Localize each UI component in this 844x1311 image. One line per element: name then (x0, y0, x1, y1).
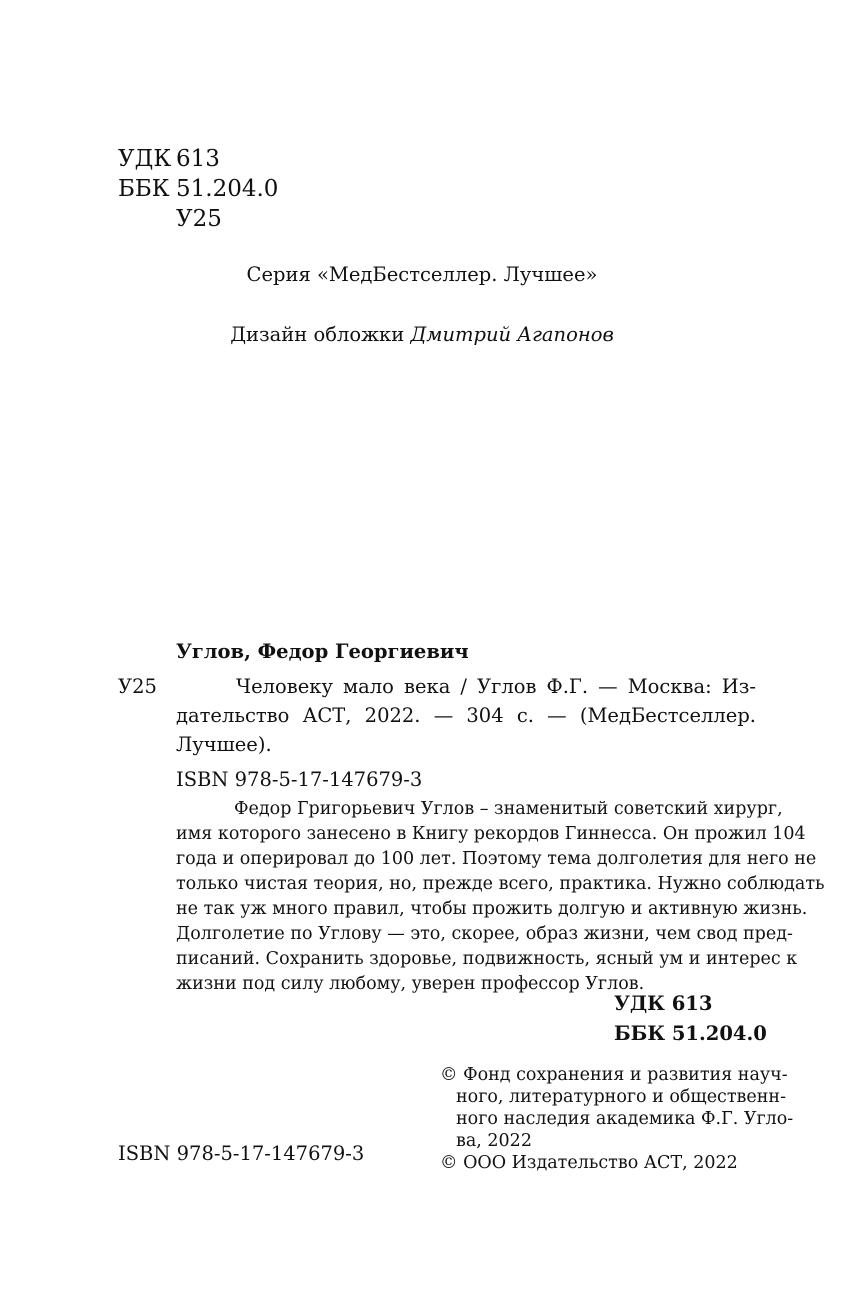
annotation-line: не так уж много правил, чтобы прожить долгую и активную жизнь. (176, 899, 808, 919)
bottom-isbn: ISBN 978-5-17-147679-3 (118, 1142, 365, 1165)
annotation-line: писаний. Сохранить здоровье, подвижность, ясный ум и интерес к (176, 949, 798, 969)
copyright-line: ного наследия академика Ф.Г. Угло- (456, 1109, 794, 1129)
annotation-line: жизни под силу любому, уверен профессор Углов. (176, 974, 645, 994)
cover-designer-name: Дмитрий Агапонов (410, 323, 614, 346)
author-code: У25 (176, 206, 222, 232)
catalog-code: У25 (118, 675, 157, 698)
bbk-label: ББК (118, 176, 170, 202)
udk-value: 613 (176, 146, 220, 172)
annotation-line: имя которого занесено в Книгу рекордов Гиннесса. Он прожил 104 (176, 824, 806, 844)
annotation-line: года и оперировал до 100 лет. Поэтому тема долголетия для него не (176, 849, 817, 869)
copyright-line: © Фонд сохранения и развития науч- (440, 1065, 788, 1085)
bbk-value: 51.204.0 (176, 176, 279, 202)
catalog-bbk: ББК 51.204.0 (614, 1022, 767, 1045)
series-line: Серия «МедБестселлер. Лучшее» (246, 263, 598, 286)
udk-label: УДК (118, 146, 172, 172)
copyright-line: ва, 2022 (456, 1131, 532, 1151)
copyright-line: © ООО Издательство АСТ, 2022 (440, 1153, 738, 1173)
bib-line: дательство АСТ, 2022. — 304 с. — (МедБестселлер. (176, 704, 756, 727)
bib-line: Лучшее). (176, 733, 272, 756)
annotation-line: только чистая теория, но, прежде всего, практика. Нужно соблюдать (176, 874, 825, 894)
annotation-line: Федор Григорьевич Углов – знаменитый советский хирург, (234, 799, 783, 819)
catalog-isbn: ISBN 978-5-17-147679-3 (176, 768, 423, 791)
cover-design-line (0, 322, 844, 347)
catalog-author: Углов, Федор Георгиевич (176, 640, 469, 663)
bib-line: Человеку мало века / Углов Ф.Г. — Москва: Из- (236, 675, 756, 698)
cover-design-label: Дизайн обложки (230, 323, 405, 346)
annotation-line: Долголетие по Углову — это, скорее, образ жизни, чем свод пред- (176, 924, 793, 944)
catalog-udk: УДК 613 (614, 992, 713, 1015)
copyright-line: ного, литературного и общественн- (456, 1087, 786, 1107)
